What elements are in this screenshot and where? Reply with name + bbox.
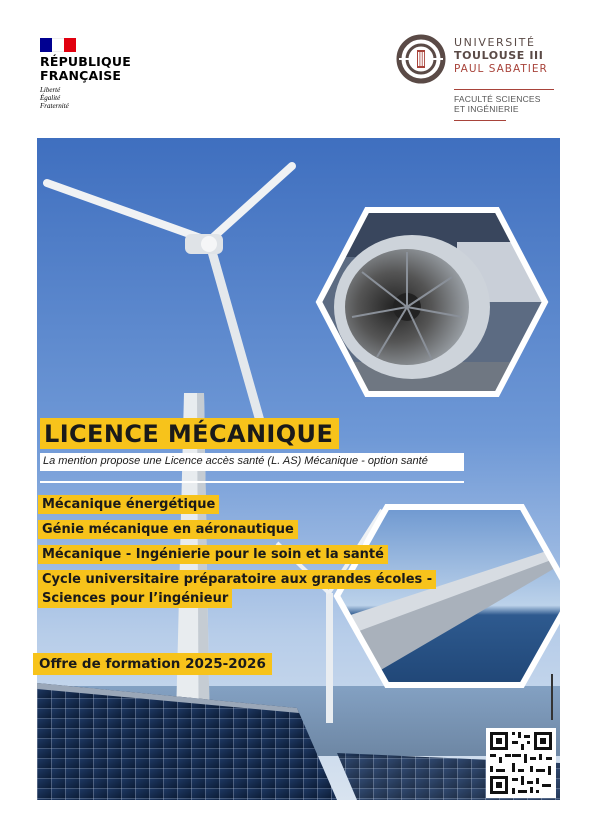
faculty-divider xyxy=(454,120,506,121)
subtitle: La mention propose une Licence accès santé (L. AS) Mécanique - option santé xyxy=(43,455,428,467)
university-name-2: TOULOUSE III xyxy=(454,49,544,62)
qr-divider xyxy=(551,674,553,720)
rf-title: RÉPUBLIQUE FRANÇAISE xyxy=(40,54,131,83)
program-item: Sciences pour l’ingénieur xyxy=(38,589,232,608)
qr-code-icon xyxy=(486,728,556,798)
university-name-3: PAUL SABATIER xyxy=(454,63,548,75)
offre-badge: Offre de formation 2025-2026 xyxy=(33,653,272,675)
university-emblem-icon xyxy=(396,34,446,84)
program-list xyxy=(38,495,436,614)
program-item: Cycle universitaire préparatoire aux grandes écoles - xyxy=(38,570,436,589)
divider xyxy=(40,481,464,483)
rf-motto: Liberté Égalité Fraternité xyxy=(40,86,69,110)
program-item: Génie mécanique en aéronautique xyxy=(38,520,298,539)
program-item: Mécanique énergétique xyxy=(38,495,219,514)
french-flag-icon xyxy=(40,38,76,52)
republique-francaise-logo xyxy=(40,38,150,110)
university-name: UNIVERSITÉ xyxy=(454,36,536,49)
jet-engine-photo xyxy=(307,202,557,402)
faculty-name: FACULTÉ SCIENCES ET INGÉNIERIE xyxy=(454,94,541,114)
program-item: Mécanique - Ingénierie pour le soin et la santé xyxy=(38,545,388,564)
qr-code[interactable] xyxy=(486,728,556,798)
page-title: LICENCE MÉCANIQUE xyxy=(40,418,339,449)
university-divider xyxy=(454,89,554,90)
